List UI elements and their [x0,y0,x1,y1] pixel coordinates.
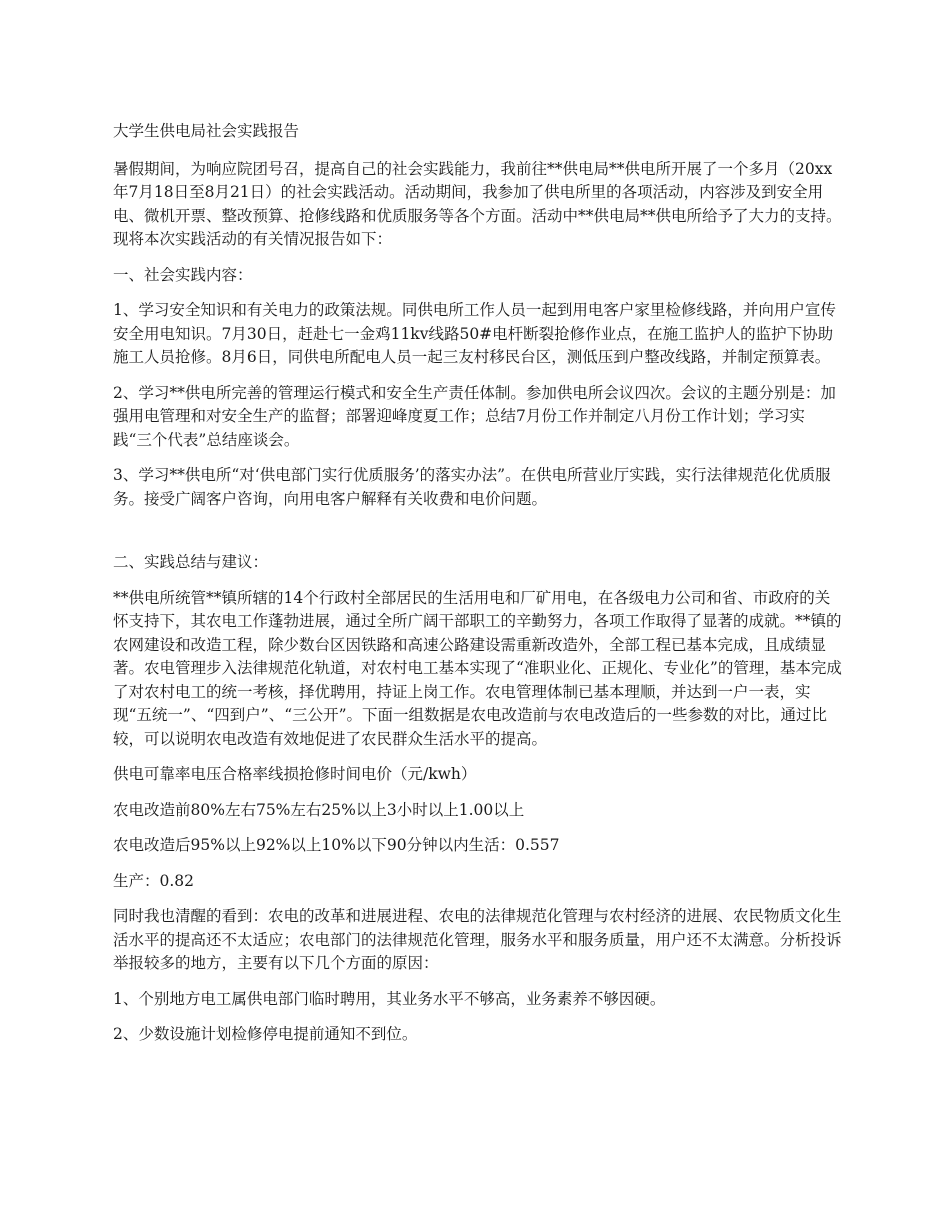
comparison-after-row: 农电改造后95%以上92%以上10%以下90分钟以内生活：0.557 [113,836,560,854]
issue-item-2: 2、少数设施计划检修停电提前通知不到位。 [113,1025,418,1043]
section-heading-summary: 二、实践总结与建议： [113,553,269,571]
practice-item-3: 3、学习**供电所“对‘供电部门实行优质服务’的落实办法”。在供电所营业厅实践，实行法律规范化优质服务。接受广阔客户咨询，向用电客户解释有关收费和电价问题。 [113,466,831,508]
comparison-before-row: 农电改造前80%左右75%左右25%以上3小时以上1.00以上 [113,800,525,819]
issue-item-1: 1、个别地方电工属供电部门临时聘用，其业务水平不够高，业务素养不够因硬。 [113,989,666,1008]
comparison-header-row: 供电可靠率电压合格率线损抢修时间电价（元/kwh） [113,765,477,783]
document-title: 大学生供电局社会实践报告 [113,122,300,140]
intro-paragraph: 暑假期间，为响应院团号召，提高自己的社会实践能力，我前往**供电局**供电所开展了一个多月（20xx年7月18日至8月21日）的社会实践活动。活动期间，我参加了供电所里的各项活动，内容涉及到安全用电、微机开票、整改预算、抢修线路和优质服务等各个方面。活动中**供电局**供电所给予了大力的支持。现将本次实践活动的有关情况报告如下： [113,159,842,248]
practice-item-2: 2、学习**供电所完善的管理运行模式和安全生产责任体制。参加供电所会议四次。会议的主题分别是：加强用电管理和对安全生产的监督；部署迎峰度夏工作；总结7月份工作并制定八月份工作计划；学习实践“三个代表”总结座谈会。 [113,383,836,449]
comparison-production-row: 生产：0.82 [113,871,195,890]
document-page [113,120,843,1059]
summary-paragraph: **供电所统管**镇所辖的14个行政村全部居民的生活用电和厂矿用电，在各级电力公司和省、市政府的关怀支持下，其农电工作蓬勃进展，通过全所广阔干部职工的辛勤努力，各项工作取得了显著的成就。**镇的农网建设和改造工程，除少数台区因铁路和高速公路建设需重新改造外，全部工程已基本完成，且成绩显著。农电管理步入法律规范化轨道，对农村电工基本实现了“准职业化、正规化、专业化”的管理，基本完成了对农村电工的统一考核，择优聘用，持证上岗工作。农电管理体制已基本理顺，并达到一户一表，实现“五统一”、“四到户”、“三公开”。下面一组数据是农电改造前与农电改造后的一些参数的对比，通过比较，可以说明农电改造有效地促进了农民群众生活水平的提高。 [113,588,842,748]
reflection-paragraph: 同时我也清醒的看到：农电的改革和进展进程、农电的法律规范化管理与农村经济的进展、农民物质文化生活水平的提高还不太适应；农电部门的法律规范化管理，服务水平和服务质量，用户还不太满意。分析投诉举报较多的地方，主要有以下几个方面的原因： [113,907,842,972]
section-heading-practice-content: 一、社会实践内容： [113,265,253,284]
practice-item-1: 1、学习安全知识和有关电力的政策法规。同供电所工作人员一起到用电客户家里检修线路，并向用户宣传安全用电知识。7月30日，赶赴七一金鸡11kv线路50#电杆断裂抢修作业点，在施工监护人的监护下协助施工人员抢修。8月6日，同供电所配电人员一起三友村移民台区，测低压到户整改线路，并制定预算表。 [113,301,836,366]
